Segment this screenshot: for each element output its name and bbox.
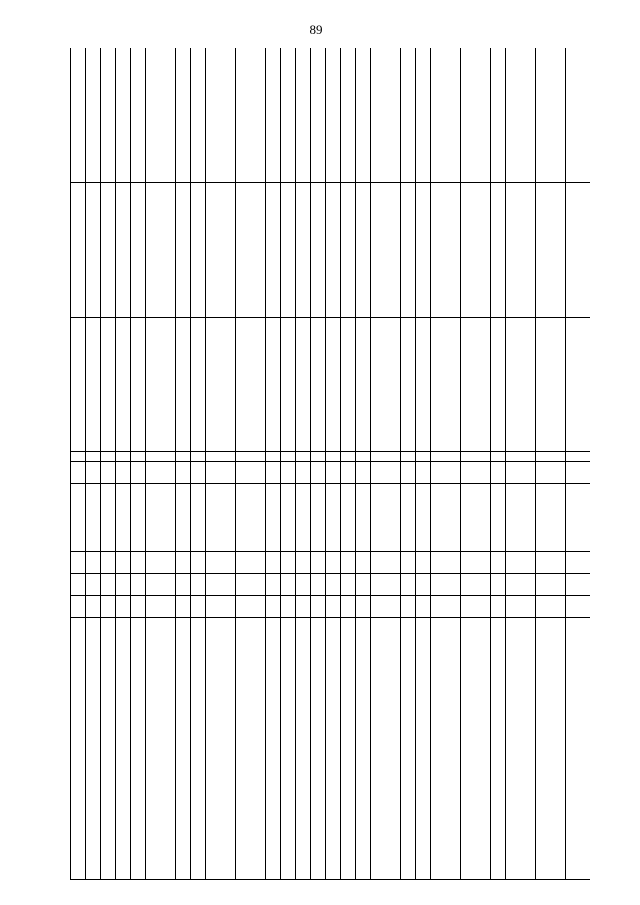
cell-note	[536, 452, 566, 462]
table-row	[536, 48, 566, 880]
cell-v3	[416, 48, 431, 183]
cell-name	[191, 618, 206, 880]
cell-vr	[326, 462, 341, 484]
cell-rz	[356, 574, 371, 596]
budget-table	[70, 48, 590, 880]
cell-v1	[416, 318, 431, 452]
cell-v2	[356, 183, 371, 318]
table-row	[461, 48, 491, 880]
cell-csr	[326, 484, 341, 552]
cell-rz	[86, 574, 101, 596]
cell-rz	[566, 574, 591, 596]
cell-v2	[296, 183, 311, 318]
cell-name	[131, 618, 146, 880]
cell-vr	[86, 462, 101, 484]
cell-rz	[71, 574, 86, 596]
cell-note	[206, 452, 236, 462]
page-number: 89	[309, 22, 323, 37]
cell-rz	[416, 574, 431, 596]
cell-rz	[431, 574, 461, 596]
cell-pr	[191, 552, 206, 574]
cell-name	[236, 618, 266, 880]
cell-rz	[266, 574, 281, 596]
cell-rz	[326, 574, 341, 596]
cell-v2	[401, 183, 416, 318]
cell-v1	[266, 318, 281, 452]
cell-v1	[326, 318, 341, 452]
cell-v2	[566, 183, 591, 318]
cell-grbs	[236, 596, 266, 618]
cell-grbs	[536, 596, 566, 618]
cell-vr	[356, 462, 371, 484]
cell-note	[146, 452, 176, 462]
cell-v2	[191, 183, 206, 318]
cell-name	[266, 618, 281, 880]
table-row	[491, 48, 506, 880]
cell-note	[326, 452, 341, 462]
cell-vr	[191, 462, 206, 484]
cell-v3	[296, 48, 311, 183]
cell-pr	[506, 552, 536, 574]
cell-v1	[536, 318, 566, 452]
cell-vr	[236, 462, 266, 484]
cell-note	[341, 452, 356, 462]
cell-grbs	[176, 596, 191, 618]
table-row	[326, 48, 341, 880]
table-row	[116, 48, 131, 880]
cell-grbs	[206, 596, 236, 618]
cell-v3	[71, 48, 86, 183]
cell-v3	[506, 48, 536, 183]
cell-rz	[491, 574, 506, 596]
cell-name	[146, 618, 176, 880]
cell-v3	[566, 48, 591, 183]
cell-grbs	[86, 596, 101, 618]
cell-pr	[431, 552, 461, 574]
cell-v3	[191, 48, 206, 183]
cell-v1	[236, 318, 266, 452]
cell-v1	[101, 318, 116, 452]
cell-csr	[296, 484, 311, 552]
table-row	[431, 48, 461, 880]
cell-grbs	[281, 596, 296, 618]
table-row	[311, 48, 326, 880]
table-row	[191, 48, 206, 880]
cell-vr	[266, 462, 281, 484]
cell-note	[401, 452, 416, 462]
table-row	[371, 48, 401, 880]
cell-grbs	[131, 596, 146, 618]
cell-vr	[506, 462, 536, 484]
table-row	[356, 48, 371, 880]
cell-rz	[131, 574, 146, 596]
cell-note	[191, 452, 206, 462]
table-row	[281, 48, 296, 880]
cell-rz	[236, 574, 266, 596]
cell-grbs	[491, 596, 506, 618]
cell-csr	[416, 484, 431, 552]
cell-name	[371, 618, 401, 880]
table-row	[71, 48, 86, 880]
cell-v2	[176, 183, 191, 318]
cell-v2	[311, 183, 326, 318]
cell-note	[101, 452, 116, 462]
cell-note	[116, 452, 131, 462]
cell-v3	[146, 48, 176, 183]
cell-csr	[146, 484, 176, 552]
cell-pr	[131, 552, 146, 574]
cell-name	[326, 618, 341, 880]
cell-name	[176, 618, 191, 880]
cell-name	[431, 618, 461, 880]
cell-rz	[461, 574, 491, 596]
cell-v3	[281, 48, 296, 183]
cell-vr	[431, 462, 461, 484]
cell-name	[491, 618, 506, 880]
cell-v3	[131, 48, 146, 183]
table-row	[206, 48, 236, 880]
table-row	[341, 48, 356, 880]
cell-csr	[566, 484, 591, 552]
cell-v3	[266, 48, 281, 183]
cell-v2	[146, 183, 176, 318]
table-row	[296, 48, 311, 880]
cell-name	[206, 618, 236, 880]
cell-rz	[341, 574, 356, 596]
cell-rz	[296, 574, 311, 596]
cell-grbs	[71, 596, 86, 618]
cell-name	[356, 618, 371, 880]
cell-v3	[101, 48, 116, 183]
cell-csr	[206, 484, 236, 552]
cell-name	[86, 618, 101, 880]
cell-csr	[356, 484, 371, 552]
cell-vr	[296, 462, 311, 484]
cell-v3	[536, 48, 566, 183]
cell-pr	[341, 552, 356, 574]
cell-grbs	[116, 596, 131, 618]
cell-v3	[401, 48, 416, 183]
cell-name	[416, 618, 431, 880]
cell-grbs	[101, 596, 116, 618]
cell-v1	[491, 318, 506, 452]
cell-name	[116, 618, 131, 880]
cell-v3	[461, 48, 491, 183]
cell-grbs	[371, 596, 401, 618]
cell-note	[416, 452, 431, 462]
cell-vr	[371, 462, 401, 484]
cell-pr	[566, 552, 591, 574]
cell-vr	[131, 462, 146, 484]
cell-csr	[461, 484, 491, 552]
cell-note	[131, 452, 146, 462]
cell-v3	[86, 48, 101, 183]
cell-v2	[416, 183, 431, 318]
cell-pr	[146, 552, 176, 574]
cell-v1	[431, 318, 461, 452]
cell-name	[506, 618, 536, 880]
cell-v3	[206, 48, 236, 183]
cell-v1	[131, 318, 146, 452]
cell-grbs	[296, 596, 311, 618]
cell-pr	[311, 552, 326, 574]
cell-note	[431, 452, 461, 462]
cell-name	[461, 618, 491, 880]
cell-csr	[371, 484, 401, 552]
cell-grbs	[311, 596, 326, 618]
cell-rz	[206, 574, 236, 596]
cell-rz	[146, 574, 176, 596]
cell-pr	[416, 552, 431, 574]
table-row	[236, 48, 266, 880]
cell-name	[296, 618, 311, 880]
cell-pr	[71, 552, 86, 574]
cell-v3	[236, 48, 266, 183]
cell-pr	[461, 552, 491, 574]
cell-csr	[71, 484, 86, 552]
cell-note	[296, 452, 311, 462]
cell-rz	[536, 574, 566, 596]
cell-grbs	[416, 596, 431, 618]
cell-grbs	[566, 596, 591, 618]
cell-note	[266, 452, 281, 462]
cell-grbs	[356, 596, 371, 618]
cell-note	[236, 452, 266, 462]
cell-vr	[401, 462, 416, 484]
cell-v2	[266, 183, 281, 318]
cell-csr	[341, 484, 356, 552]
cell-csr	[191, 484, 206, 552]
cell-v1	[191, 318, 206, 452]
table-row	[401, 48, 416, 880]
cell-v1	[116, 318, 131, 452]
cell-name	[101, 618, 116, 880]
cell-v2	[281, 183, 296, 318]
cell-v1	[401, 318, 416, 452]
cell-v1	[71, 318, 86, 452]
cell-name	[311, 618, 326, 880]
cell-vr	[101, 462, 116, 484]
cell-name	[566, 618, 591, 880]
cell-grbs	[401, 596, 416, 618]
cell-pr	[326, 552, 341, 574]
cell-v1	[86, 318, 101, 452]
cell-note	[86, 452, 101, 462]
table-row	[101, 48, 116, 880]
cell-v3	[356, 48, 371, 183]
cell-vr	[206, 462, 236, 484]
cell-grbs	[326, 596, 341, 618]
table-row	[506, 48, 536, 880]
cell-note	[176, 452, 191, 462]
cell-v2	[491, 183, 506, 318]
cell-name	[341, 618, 356, 880]
cell-pr	[401, 552, 416, 574]
cell-grbs	[266, 596, 281, 618]
cell-note	[71, 452, 86, 462]
cell-rz	[281, 574, 296, 596]
budget-table-region	[70, 48, 590, 880]
cell-vr	[536, 462, 566, 484]
cell-vr	[71, 462, 86, 484]
cell-pr	[356, 552, 371, 574]
cell-vr	[281, 462, 296, 484]
cell-note	[356, 452, 371, 462]
cell-name	[536, 618, 566, 880]
cell-pr	[371, 552, 401, 574]
cell-v2	[326, 183, 341, 318]
cell-pr	[176, 552, 191, 574]
cell-v1	[176, 318, 191, 452]
cell-v2	[341, 183, 356, 318]
cell-grbs	[146, 596, 176, 618]
cell-csr	[431, 484, 461, 552]
cell-csr	[86, 484, 101, 552]
cell-v2	[101, 183, 116, 318]
cell-vr	[566, 462, 591, 484]
cell-v2	[371, 183, 401, 318]
cell-v1	[341, 318, 356, 452]
cell-v1	[311, 318, 326, 452]
cell-v2	[71, 183, 86, 318]
cell-csr	[101, 484, 116, 552]
cell-pr	[491, 552, 506, 574]
cell-v3	[116, 48, 131, 183]
cell-pr	[86, 552, 101, 574]
table-row	[176, 48, 191, 880]
cell-vr	[341, 462, 356, 484]
cell-v3	[176, 48, 191, 183]
cell-note	[491, 452, 506, 462]
cell-csr	[236, 484, 266, 552]
cell-pr	[296, 552, 311, 574]
cell-vr	[116, 462, 131, 484]
cell-name	[281, 618, 296, 880]
cell-csr	[176, 484, 191, 552]
cell-pr	[101, 552, 116, 574]
cell-pr	[266, 552, 281, 574]
cell-csr	[506, 484, 536, 552]
cell-rz	[116, 574, 131, 596]
cell-v3	[311, 48, 326, 183]
cell-pr	[236, 552, 266, 574]
cell-csr	[491, 484, 506, 552]
cell-v1	[566, 318, 591, 452]
cell-vr	[461, 462, 491, 484]
cell-v2	[461, 183, 491, 318]
cell-v1	[296, 318, 311, 452]
cell-csr	[311, 484, 326, 552]
cell-v1	[206, 318, 236, 452]
cell-v2	[86, 183, 101, 318]
table-row	[266, 48, 281, 880]
cell-v3	[371, 48, 401, 183]
cell-note	[506, 452, 536, 462]
cell-v2	[536, 183, 566, 318]
cell-csr	[266, 484, 281, 552]
cell-v1	[281, 318, 296, 452]
cell-v2	[206, 183, 236, 318]
cell-v2	[506, 183, 536, 318]
cell-vr	[176, 462, 191, 484]
cell-note	[461, 452, 491, 462]
cell-v3	[341, 48, 356, 183]
cell-rz	[506, 574, 536, 596]
cell-v3	[326, 48, 341, 183]
cell-rz	[371, 574, 401, 596]
cell-csr	[401, 484, 416, 552]
cell-note	[311, 452, 326, 462]
cell-v1	[506, 318, 536, 452]
cell-pr	[536, 552, 566, 574]
cell-csr	[536, 484, 566, 552]
cell-rz	[191, 574, 206, 596]
cell-vr	[491, 462, 506, 484]
cell-v3	[491, 48, 506, 183]
cell-name	[401, 618, 416, 880]
cell-v2	[236, 183, 266, 318]
cell-name	[71, 618, 86, 880]
cell-v2	[131, 183, 146, 318]
cell-vr	[311, 462, 326, 484]
table-row	[416, 48, 431, 880]
table-row	[566, 48, 591, 880]
cell-rz	[176, 574, 191, 596]
cell-rz	[401, 574, 416, 596]
cell-rz	[101, 574, 116, 596]
cell-vr	[416, 462, 431, 484]
table-row	[146, 48, 176, 880]
cell-grbs	[191, 596, 206, 618]
cell-v3	[431, 48, 461, 183]
cell-grbs	[341, 596, 356, 618]
cell-note	[281, 452, 296, 462]
cell-pr	[281, 552, 296, 574]
cell-grbs	[506, 596, 536, 618]
cell-csr	[116, 484, 131, 552]
table-row	[86, 48, 101, 880]
cell-v1	[371, 318, 401, 452]
cell-vr	[146, 462, 176, 484]
cell-grbs	[431, 596, 461, 618]
cell-v1	[461, 318, 491, 452]
cell-v2	[116, 183, 131, 318]
cell-rz	[311, 574, 326, 596]
cell-csr	[281, 484, 296, 552]
table-row	[131, 48, 146, 880]
cell-v2	[431, 183, 461, 318]
cell-note	[371, 452, 401, 462]
cell-pr	[116, 552, 131, 574]
cell-pr	[206, 552, 236, 574]
cell-v1	[356, 318, 371, 452]
cell-csr	[131, 484, 146, 552]
cell-v1	[146, 318, 176, 452]
cell-grbs	[461, 596, 491, 618]
cell-note	[566, 452, 591, 462]
